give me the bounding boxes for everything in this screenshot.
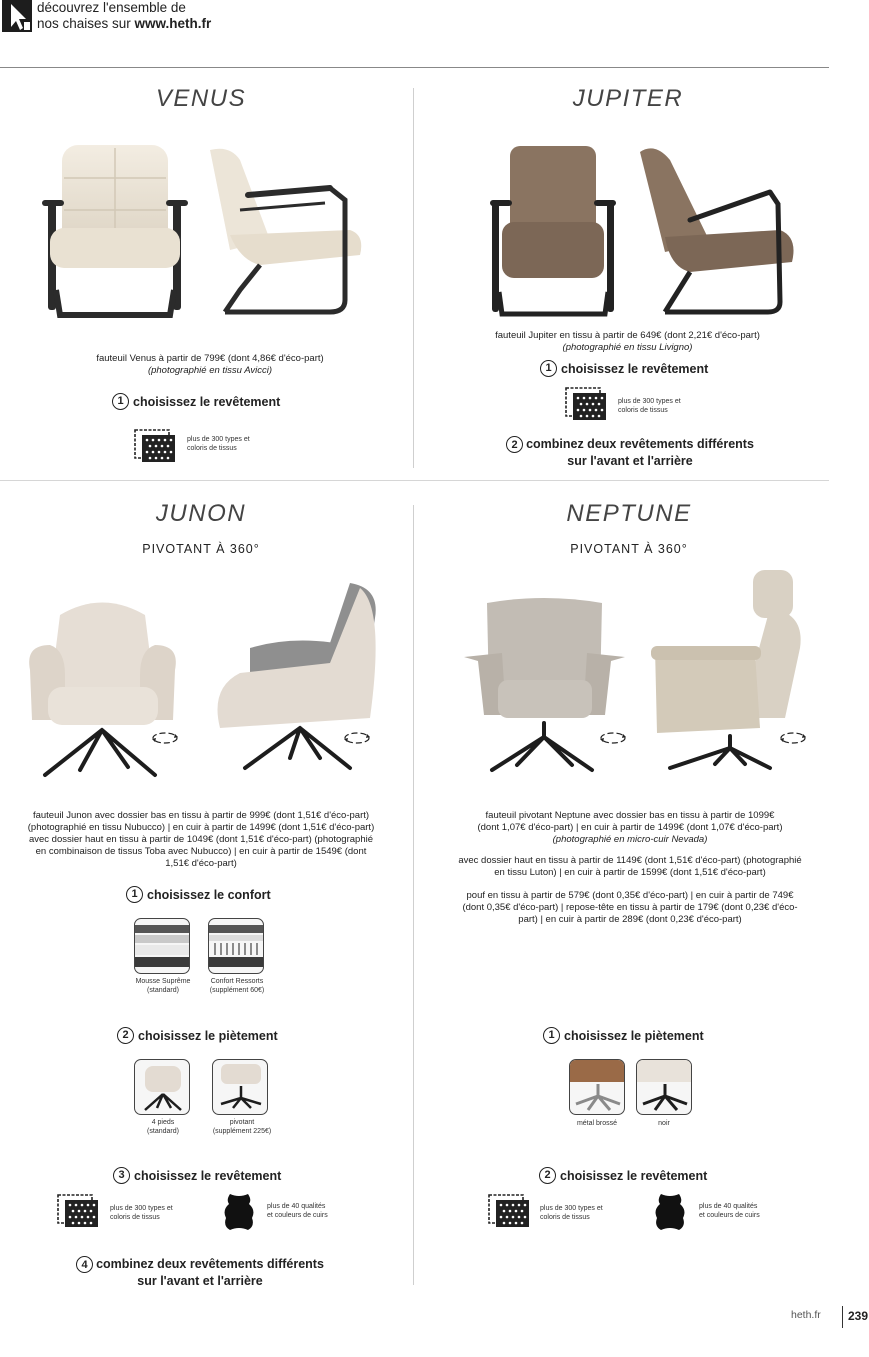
jupiter-caption-line-2 [455,342,800,354]
website-link[interactable]: www.heth.fr [134,16,212,31]
neptune-caption-b-line-2: en tissu Luton) | en cuir à partir de 1599€ (dont 1,51€ d'éco-part) [494,867,766,878]
neptune-fabric-label-1: plus de 300 types et [540,1205,603,1212]
neptune-caption-c-line-1: pouf en tissu à partir de 579€ (dont 0,35€ d'éco-part) | en cuir à partir de 749€ [466,890,794,901]
base-black-label: noir [658,1120,670,1127]
column-divider-top [413,88,414,468]
foam-layers-icon [135,919,190,974]
junon-caption-line-2: (photographié en tissu Nubucco) | en cuir à partir de 1499€ (dont 1,51€ d'éco-part) [27,822,375,833]
base-swivel-label-1: pivotant [229,1119,255,1126]
neptune-caption-a [430,810,830,846]
brushed-metal-base-icon [570,1060,625,1115]
jupiter-title: JUPITER [572,85,684,112]
comfort-foam-label-2: (standard) [147,986,179,994]
junon-step-4-line-1 [40,1256,360,1273]
jupiter-step-1-label: choisissez le revêtement [561,361,709,376]
spring-layers-icon [209,919,264,974]
neptune-leather-label-1: plus de 40 qualités [699,1203,758,1210]
neptune-caption-c [430,890,830,926]
swivel-base-icon [213,1060,268,1115]
top-rule [0,67,829,68]
cursor-logo-icon [2,0,32,32]
junon-step-4-line-2: sur l'avant et l'arrière [137,1274,263,1289]
neptune-caption-c-line-3: part) | en cuir à partir de 289€ (dont 0,23€ d'éco-part) [518,914,742,925]
step-number-badge: 2 [539,1167,556,1184]
junon-step-2 [117,1027,278,1044]
junon-step-2-label: choisissez le piètement [138,1028,278,1043]
jupiter-step-2-line-1 [470,436,790,453]
comfort-springs-option[interactable] [208,918,264,974]
jupiter-step-2-line-1-text: combinez deux revêtements différents [526,437,754,451]
page-number: 239 [848,1309,869,1323]
neptune-caption-b [430,855,830,879]
venus-title: VENUS [155,85,247,112]
neptune-caption-a-line-2: (dont 1,07€ d'éco-part) | en cuir à partir de 1499€ (dont 1,07€ d'éco-part) [477,822,783,833]
junon-leather-label-2: et couleurs de cuirs [267,1211,328,1219]
step-number-badge: 4 [76,1256,93,1273]
step-number-badge: 1 [540,360,557,377]
four-legs-base-icon [135,1060,190,1115]
jupiter-chair-front-image [490,142,620,322]
step-number-badge: 1 [126,886,143,903]
base-swivel-option[interactable] [212,1059,268,1115]
comfort-springs-label-2: (supplément 60€) [209,986,265,994]
footer-divider [842,1306,843,1328]
rotate-360-icon [342,730,372,746]
step-number-badge: 2 [117,1027,134,1044]
venus-fabric-label-2: coloris de tissus [187,444,237,452]
venus-fabric-label [187,436,250,453]
base-4-legs-label-1: 4 pieds [151,1119,175,1126]
fabric-swatch-icon [56,1193,100,1229]
header-line-2-prefix: nos chaises sur [37,16,135,31]
jupiter-caption [455,330,800,354]
fabric-swatch-icon [564,386,608,422]
venus-caption-line-2-text: (photographié en tissu Avicci) [147,365,273,376]
leather-hide-icon [653,1192,687,1232]
fabric-swatch-icon [487,1193,531,1229]
neptune-leather-label-2: et couleurs de cuirs [699,1211,760,1219]
neptune-step-2-label: choisissez le revêtement [560,1168,708,1183]
comfort-foam-option[interactable] [134,918,190,974]
jupiter-caption-line-2-text: (photographié en tissu Livigno) [562,342,693,353]
base-swivel-label [192,1119,292,1136]
jupiter-fabric-label [618,398,681,415]
base-4-legs-label-2: (standard) [147,1127,179,1135]
neptune-subtitle: PIVOTANT À 360° [570,542,688,556]
jupiter-step-1 [540,360,708,377]
comfort-springs-label [192,978,282,995]
neptune-caption-a-line-1: fauteuil pivotant Neptune avec dossier bas en tissu à partir de 1099€ [485,810,775,821]
header-line-1: découvrez l'ensemble de [37,0,186,15]
junon-title: JUNON [155,500,247,527]
neptune-caption-b-line-1: avec dossier haut en tissu à partir de 1149€ (dont 1,51€ d'éco-part) (photographié [458,855,802,866]
base-brushed-metal-option[interactable] [569,1059,625,1115]
base-brushed-metal-label: métal brossé [576,1120,618,1127]
jupiter-chair-side-image [630,142,805,322]
comfort-foam-label-1: Mousse Suprême [135,978,191,985]
junon-step-4 [40,1256,360,1289]
junon-caption-line-1: fauteuil Junon avec dossier bas en tissu à partir de 999€ (dont 1,51€ d'éco-part) [32,810,370,821]
leather-hide-icon [222,1192,256,1232]
junon-step-3-label: choisissez le revêtement [134,1168,282,1183]
rotate-360-icon [778,730,808,746]
base-black-option[interactable] [636,1059,692,1115]
rotate-360-icon [598,730,628,746]
neptune-step-1-label: choisissez le piètement [564,1028,704,1043]
neptune-caption-a-line-3-text: (photographié en micro-cuir Nevada) [552,834,708,845]
neptune-chair-side-image [645,568,815,778]
neptune-fabric-label-2: coloris de tissus [540,1213,590,1221]
neptune-title: NEPTUNE [566,500,692,527]
middle-rule [0,480,829,481]
junon-subtitle: PIVOTANT À 360° [142,542,260,556]
junon-step-3 [113,1167,281,1184]
junon-chair-front-image [20,595,185,785]
junon-step-1 [126,886,271,903]
column-divider-bottom [413,505,414,1285]
venus-chair-side-image [200,140,370,330]
header-text [37,0,211,32]
footer-url[interactable]: heth.fr [791,1309,821,1321]
neptune-step-2 [539,1167,707,1184]
neptune-caption-a-line-3 [430,834,830,846]
jupiter-caption-line-1: fauteuil Jupiter en tissu à partir de 649€ (dont 2,21€ d'éco-part) [495,330,760,341]
jupiter-fabric-label-1: plus de 300 types et [618,398,681,405]
venus-step-1-label: choisissez le revêtement [133,394,281,409]
junon-leather-label-1: plus de 40 qualités [267,1203,326,1210]
junon-caption-line-3: avec dossier haut en tissu à partir de 1049€ (dont 1,51€ d'éco-part) (photographié [28,834,374,845]
junon-fabric-label [110,1205,173,1222]
step-number-badge: 1 [112,393,129,410]
base-4-legs-option[interactable] [134,1059,190,1115]
junon-caption-line-4: en combinaison de tissus Toba avec Nubucco) | en cuir à partir de 1549€ (dont [35,846,367,857]
venus-step-1 [112,393,280,410]
header-line-2 [37,16,211,32]
jupiter-fabric-label-2: coloris de tissus [618,406,668,414]
step-number-badge: 2 [506,436,523,453]
junon-step-4-line-1-text: combinez deux revêtements différents [96,1257,324,1271]
neptune-step-1 [543,1027,704,1044]
neptune-leather-label [699,1203,760,1220]
venus-caption-line-2 [40,365,380,377]
venus-fabric-label-1: plus de 300 types et [187,436,250,443]
venus-chair-front-image [40,140,190,330]
jupiter-step-2 [470,436,790,469]
step-number-badge: 3 [113,1167,130,1184]
junon-chair-side-image [210,578,390,783]
rotate-360-icon [150,730,180,746]
junon-step-1-label: choisissez le confort [147,887,271,902]
venus-caption [40,353,380,377]
neptune-chair-front-image [462,595,627,780]
junon-caption-line-5: 1,51€ d'éco-part) [165,858,237,869]
comfort-springs-label-1: Confort Ressorts [210,978,264,985]
junon-caption [2,810,400,870]
step-number-badge: 1 [543,1027,560,1044]
neptune-fabric-label [540,1205,603,1222]
junon-leather-label [267,1203,328,1220]
fabric-swatch-icon [133,428,177,464]
jupiter-step-2-line-2: sur l'avant et l'arrière [567,454,693,469]
junon-fabric-label-2: coloris de tissus [110,1213,160,1221]
base-swivel-label-2: (supplément 225€) [212,1127,272,1135]
junon-fabric-label-1: plus de 300 types et [110,1205,173,1212]
venus-caption-line-1: fauteuil Venus à partir de 799€ (dont 4,86€ d'éco-part) [96,353,324,364]
neptune-caption-c-line-2: (dont 0,35€ d'éco-part) | repose-tête en tissu à partir de 179€ (dont 0,23€ d'éco- [462,902,798,913]
black-base-icon [637,1060,692,1115]
